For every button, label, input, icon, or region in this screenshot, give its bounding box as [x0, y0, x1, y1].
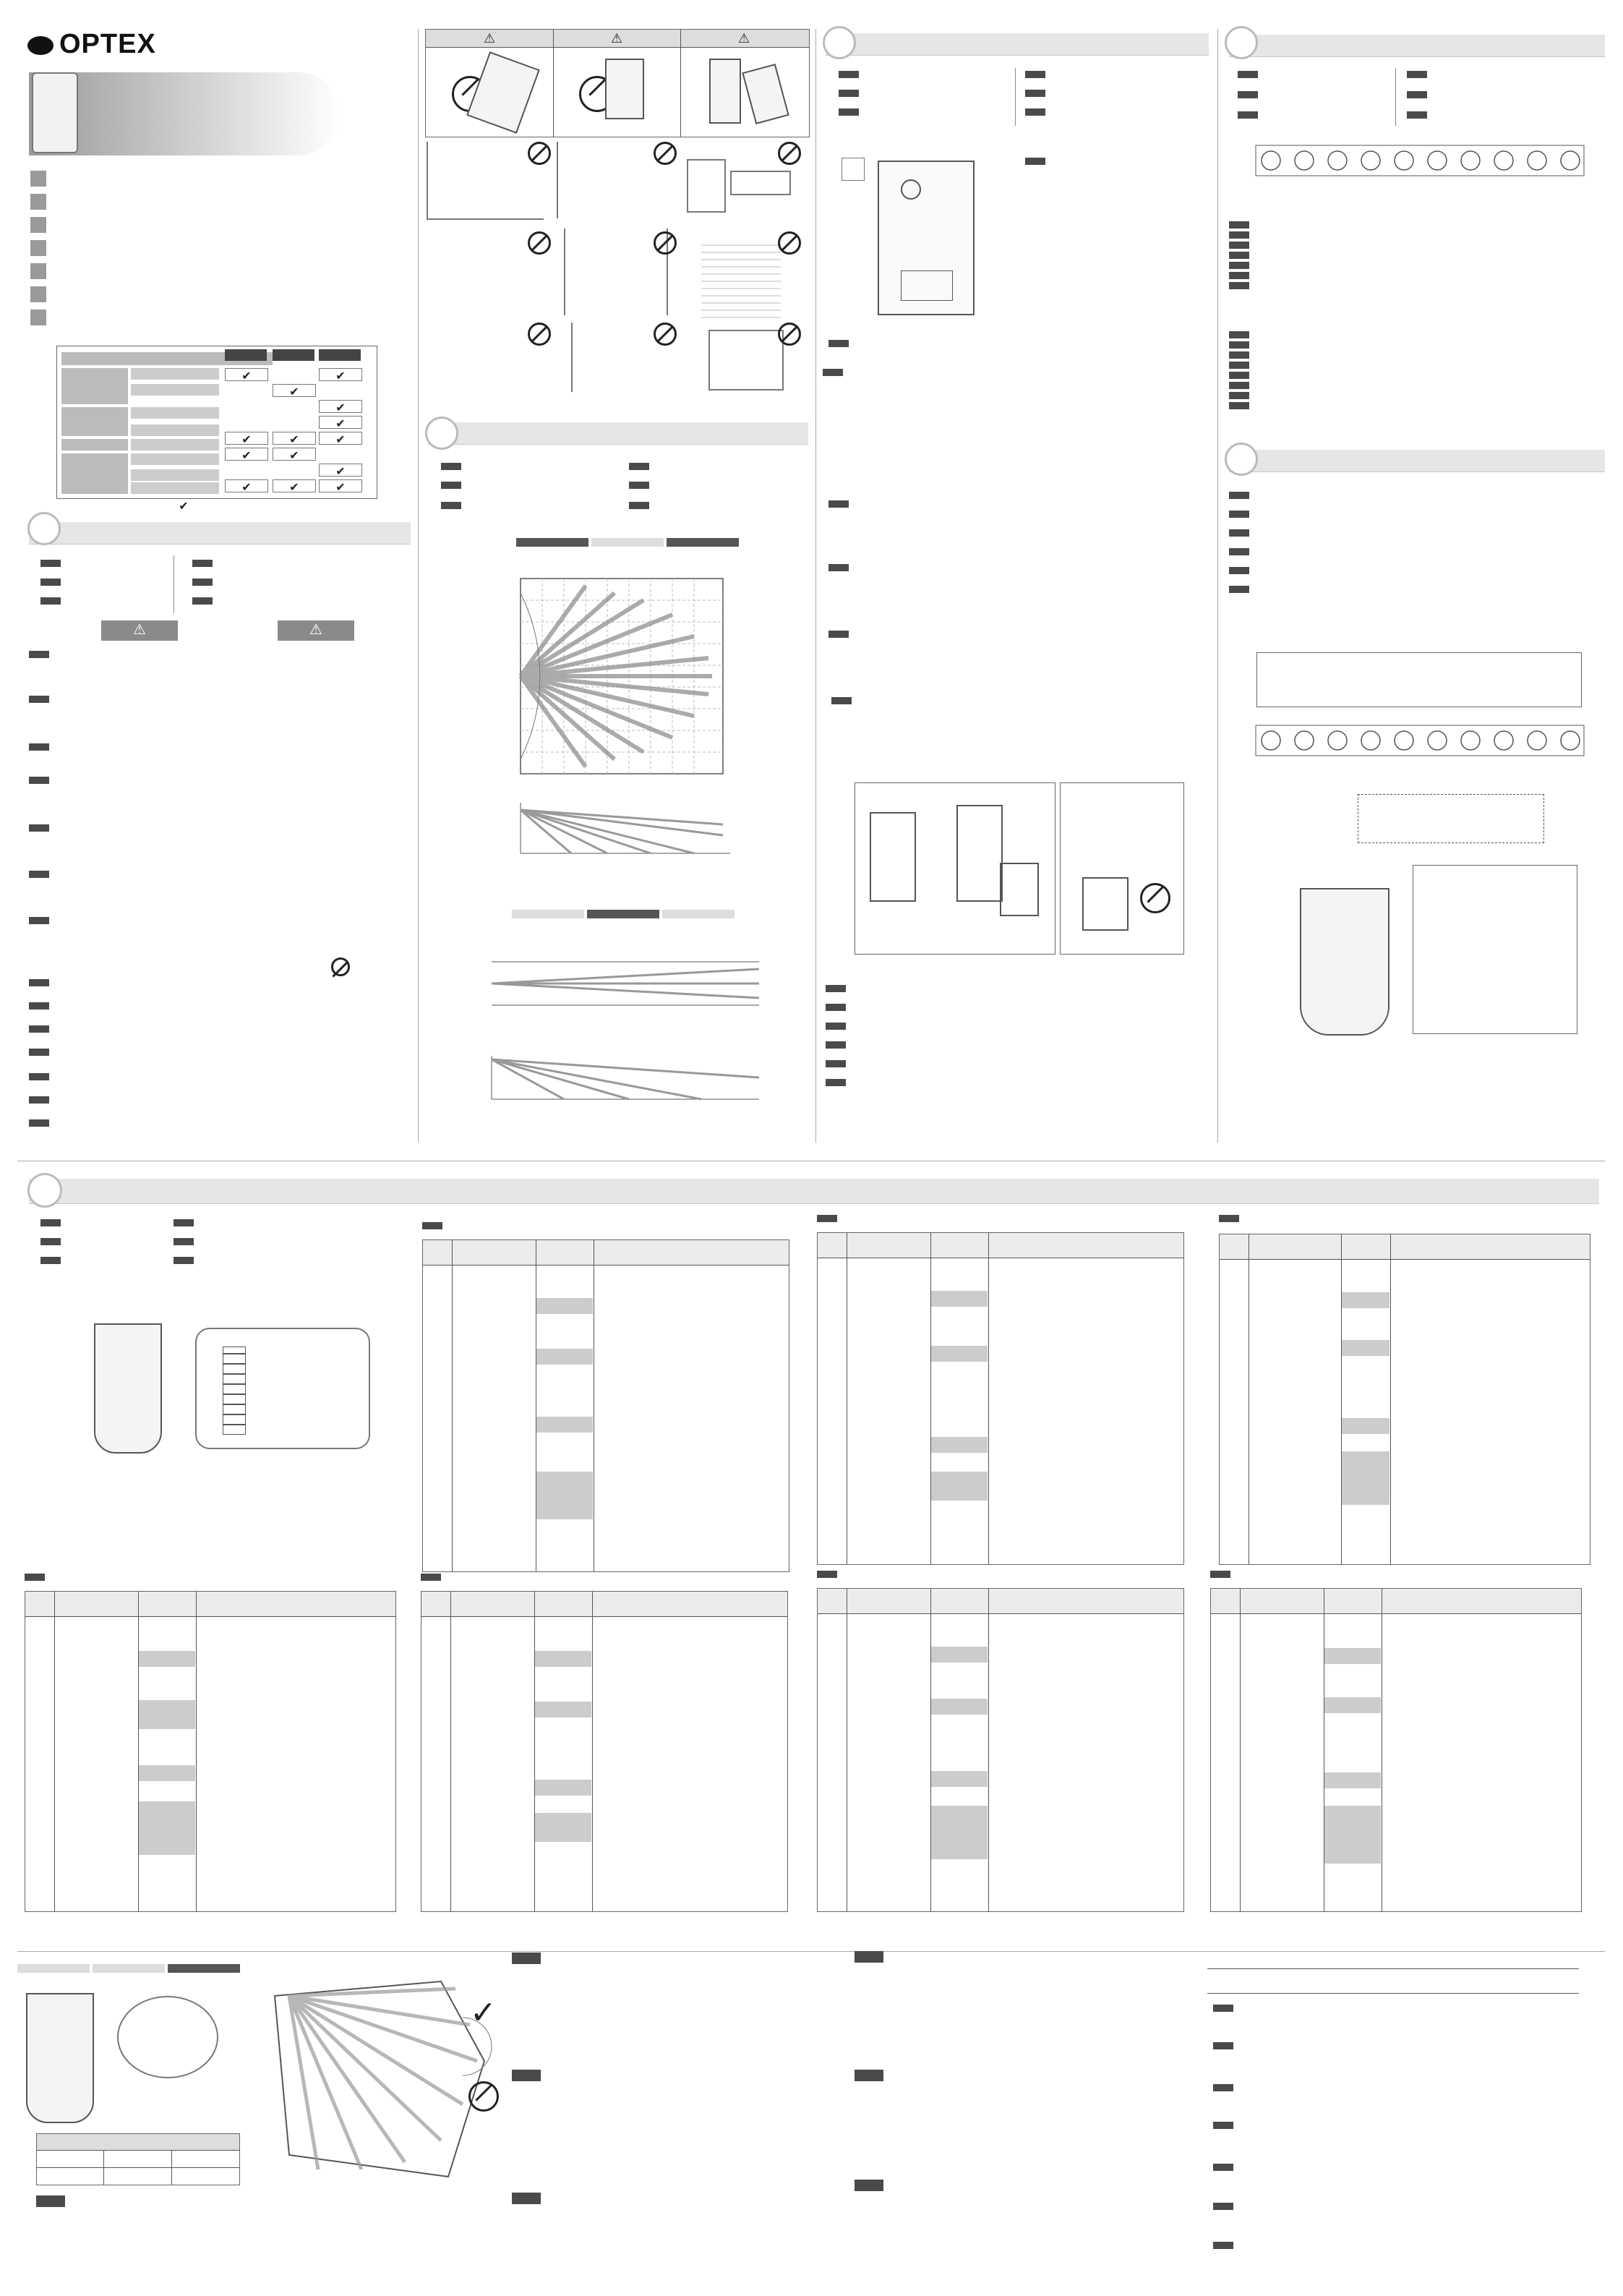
ok-check-icon: ✓ — [470, 1995, 497, 2031]
language-tag — [855, 1951, 883, 1963]
language-tag — [30, 171, 46, 187]
location-illustration — [427, 142, 544, 220]
section-4-header — [1229, 35, 1605, 57]
language-tag — [29, 696, 49, 703]
language-tag — [29, 824, 49, 832]
lens-tab — [17, 1964, 90, 1973]
language-tag — [192, 597, 213, 605]
location-illustration — [730, 171, 791, 195]
language-tag — [839, 108, 859, 116]
location-illustration — [571, 323, 667, 392]
cover-removal-prohibited-diagram — [1060, 782, 1184, 955]
model-selection-table — [56, 346, 377, 499]
language-tag — [1229, 586, 1249, 593]
check-mark: ✔ — [225, 448, 268, 461]
location-illustration — [448, 325, 521, 391]
language-tag — [29, 1096, 49, 1104]
dip-table — [421, 1591, 788, 1912]
lens-tab — [93, 1964, 165, 1973]
screwdriver-icon — [842, 158, 865, 181]
detector-open-illustration — [1300, 888, 1389, 1036]
detection-pattern-side-view — [506, 795, 745, 861]
language-tag — [826, 1079, 846, 1086]
language-tag — [1229, 511, 1249, 518]
language-tag — [174, 1219, 194, 1226]
language-tag — [855, 2180, 883, 2191]
prohibited-icon — [778, 142, 801, 165]
dip-table — [1210, 1588, 1582, 1912]
dip-table — [817, 1588, 1184, 1912]
language-tag — [828, 340, 849, 347]
check-mark: ✔ — [319, 368, 362, 381]
language-tag — [30, 194, 46, 210]
language-tag — [30, 310, 46, 325]
language-tag — [1025, 108, 1045, 116]
location-illustration — [701, 239, 781, 318]
language-tag — [29, 1049, 49, 1056]
language-tag — [1213, 2203, 1233, 2210]
dip-table — [817, 1232, 1184, 1565]
language-tag — [29, 743, 49, 751]
language-tag — [30, 217, 46, 233]
dip-switch-callout — [195, 1328, 370, 1449]
language-tag — [823, 369, 843, 376]
language-tag — [1238, 91, 1258, 98]
section-5-header — [1229, 450, 1605, 472]
language-tag — [512, 2193, 541, 2204]
language-tag — [192, 560, 213, 567]
language-tag — [40, 1238, 61, 1245]
language-tag — [30, 286, 46, 302]
location-illustration — [687, 159, 726, 213]
language-tag — [30, 263, 46, 279]
language-tag — [1213, 2084, 1233, 2091]
prohibited-icon — [1140, 883, 1170, 913]
language-tag — [30, 240, 46, 256]
language-tag — [512, 1953, 541, 1964]
dip-switch-detector-illustration — [94, 1323, 162, 1454]
warning-icon: ⚠ — [484, 31, 496, 46]
prohibited-icon — [528, 142, 551, 165]
language-tag — [629, 482, 649, 489]
language-tag — [839, 90, 859, 97]
language-tag — [629, 502, 649, 509]
adjustment-detector-illustration — [26, 1993, 94, 2123]
adjustment-dial-callout — [117, 1996, 218, 2078]
language-tag — [29, 1002, 49, 1010]
language-tag — [1407, 71, 1427, 78]
language-tag — [441, 502, 461, 509]
prohibited-icon — [654, 142, 677, 165]
language-tag — [40, 579, 61, 586]
dip-table — [1219, 1234, 1590, 1565]
product-image — [32, 72, 78, 153]
check-mark: ✔ — [273, 432, 316, 445]
language-tag — [1407, 91, 1427, 98]
check-mark: ✔ — [225, 432, 268, 445]
caution-box — [278, 620, 354, 641]
language-tag — [1229, 567, 1249, 574]
warning-icon: ⚠ — [738, 31, 750, 46]
language-tag — [1213, 2122, 1233, 2129]
prohibited-icon — [331, 957, 350, 976]
detector-illustration — [605, 59, 644, 119]
prohibited-icon — [468, 2081, 499, 2112]
detection-pattern-top-view — [506, 571, 752, 781]
check-mark: ✔ — [273, 384, 316, 397]
language-tag — [512, 2070, 541, 2081]
language-tag — [36, 2195, 65, 2207]
language-tag — [29, 1025, 49, 1033]
lens-tab — [168, 1964, 240, 1973]
language-tag — [1229, 492, 1249, 499]
check-mark: ✔ — [319, 432, 362, 445]
warning-icon: ⚠ — [309, 622, 322, 638]
section-5-number-circle — [1225, 443, 1258, 476]
detection-pattern-long-range-view — [484, 955, 766, 1012]
language-tag — [29, 651, 49, 658]
check-mark: ✔ — [225, 479, 268, 492]
lens-tab — [667, 538, 739, 547]
language-tag — [174, 1238, 194, 1245]
lens-tab — [662, 910, 735, 918]
location-illustration — [708, 330, 784, 391]
language-tag — [826, 985, 846, 992]
section-4-number-circle — [1225, 26, 1258, 59]
detector-illustration — [709, 59, 741, 124]
language-tag — [1213, 2164, 1233, 2171]
lens-tab — [591, 538, 664, 547]
location-illustration — [564, 229, 668, 315]
language-tag — [1213, 2005, 1233, 2012]
language-tag — [1229, 529, 1249, 537]
language-tag — [828, 500, 849, 508]
section-6-header — [29, 1179, 1599, 1204]
dip-table — [25, 1591, 396, 1912]
language-tag — [826, 1060, 846, 1067]
language-tag — [29, 871, 49, 878]
language-tag — [1238, 71, 1258, 78]
language-tag — [839, 71, 859, 78]
check-mark: ✔ — [225, 368, 268, 381]
terminal-block-diagram — [1255, 145, 1585, 178]
prohibited-icon — [778, 231, 801, 255]
check-mark: ✔ — [319, 416, 362, 429]
section-2-number-circle — [425, 417, 458, 450]
language-tag — [828, 631, 849, 638]
language-tag — [1213, 2242, 1233, 2249]
language-tag — [29, 777, 49, 784]
warning-icon: ⚠ — [133, 622, 146, 638]
language-tag — [1238, 111, 1258, 119]
check-mark: ✔ — [319, 479, 362, 492]
section-1-number-circle — [27, 512, 61, 545]
prohibited-icon — [654, 323, 677, 346]
base-plate-diagram — [878, 161, 975, 315]
prohibited-icon — [528, 323, 551, 346]
section-6-number-circle — [27, 1173, 62, 1208]
language-tag — [29, 979, 49, 986]
wiring-control-panel — [1256, 652, 1582, 707]
warning-icon: ⚠ — [611, 31, 623, 46]
detector-illustration — [466, 51, 540, 134]
lens-tab — [516, 538, 588, 547]
language-tag — [826, 1041, 846, 1049]
language-tag — [441, 482, 461, 489]
language-tag — [629, 463, 649, 470]
language-tag — [441, 463, 461, 470]
language-tag — [29, 1073, 49, 1080]
check-mark: ✔ — [273, 448, 316, 461]
lens-tab — [587, 910, 659, 918]
section-3-header — [826, 33, 1209, 56]
prohibited-icon — [654, 231, 677, 255]
sensitivity-table — [36, 2133, 240, 2185]
prohibited-icon — [778, 323, 801, 346]
detector-illustration — [742, 64, 789, 124]
language-tag — [1407, 111, 1427, 119]
language-tag — [1213, 2042, 1233, 2049]
language-tag — [855, 2070, 883, 2081]
detection-pattern-wide-view — [484, 1049, 766, 1106]
installation-warning-panel — [425, 29, 810, 137]
location-illustration — [441, 229, 513, 308]
legend-check-mark: ✔ — [179, 500, 189, 513]
language-tag — [40, 1257, 61, 1264]
optex-logo-icon — [27, 36, 53, 55]
section-1-header — [29, 522, 411, 545]
wiring-resistor-diagram — [1358, 794, 1544, 843]
language-tag — [1025, 71, 1045, 78]
language-tag — [828, 564, 849, 571]
language-tag — [826, 1023, 846, 1030]
language-tag — [40, 560, 61, 567]
language-tag — [29, 1119, 49, 1127]
dip-table — [422, 1239, 789, 1572]
brand-logo — [27, 29, 156, 60]
cover-removal-diagram — [855, 782, 1055, 955]
warning-box — [101, 620, 178, 641]
language-tag — [1229, 548, 1249, 555]
lens-tab — [512, 910, 584, 918]
language-tag — [174, 1257, 194, 1264]
wiring-terminal-block — [1255, 725, 1585, 758]
section-3-number-circle — [823, 26, 856, 59]
dip-switch[interactable] — [223, 1347, 246, 1435]
wiring-detail-inset — [1413, 865, 1577, 1034]
check-mark: ✔ — [273, 479, 316, 492]
language-tag — [1025, 158, 1045, 165]
prohibited-icon — [528, 231, 551, 255]
language-tag — [40, 1219, 61, 1226]
check-mark: ✔ — [319, 464, 362, 477]
section-2-header — [428, 422, 808, 445]
language-tag — [831, 697, 852, 704]
language-tag — [1025, 90, 1045, 97]
language-tag — [826, 1004, 846, 1011]
language-tag — [40, 597, 61, 605]
language-tag — [192, 579, 213, 586]
check-mark: ✔ — [319, 400, 362, 413]
language-tag — [29, 917, 49, 924]
brand-name: OPTEX — [59, 29, 156, 59]
